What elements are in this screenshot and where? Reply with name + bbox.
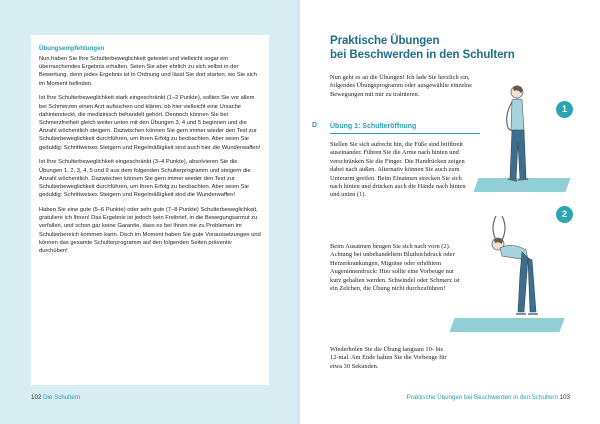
page-number: 102 <box>31 394 42 401</box>
figure-forward-bend-illustration <box>466 208 546 320</box>
section-letter: D <box>312 122 318 129</box>
page-number: 103 <box>559 394 570 401</box>
section-rule <box>330 133 480 134</box>
title-line: Praktische Übungen <box>330 35 440 47</box>
step-badge-2: 2 <box>556 206 573 223</box>
step-badge-1: 1 <box>556 101 573 118</box>
right-page <box>300 0 600 424</box>
figure-standing-illustration <box>490 82 540 190</box>
page-title <box>330 34 540 62</box>
step3-text: Wiederholen Sie die Übung langsam 10- bis 12-mal. Am Ende halten Sie die Vorbeuge für etwa 30 Sekunden. <box>330 346 447 370</box>
left-footer <box>31 394 80 401</box>
box-paragraph: Ist Ihre Schulterbeweglichkeit stark eingeschränkt (1–2 Punkte), sollten Sie vor allem bei Schmerzen einen Arzt aufsuchen und klären, ob hier vielleicht eine Ursache dahintersteckt, die medizinisch behandelt gehört. Dennoch können Sie bei Schmerzfreiheit gleich weiter unten mit den Übungen 3, 4 und 5 beginnen und die Anzahl wöchentlich steigern. Dazwischen können Sie gern immer wieder den Test zur Schulterbeweglichkeit durchführen, um Ihren Erfolg zu beobachten. Aber seien Sie geduldig: Schrittweises Steigern und Regelmäßigkeit sind auch hier die Wunderwaffen! <box>39 95 261 151</box>
step2-text: Beim Ausatmen beugen Sie sich nach vorn (2). Achtung bei unbehandeltem Bluthochdruck oder Herzerkrankungen, Migräne oder erhöhtem Augeninnendruck: Hier sollte eine Vorbeuge nur kurz gehalten werden. Schwindel oder Schmerz ist ein Zeichen, die Übung nicht durchzuführen! <box>330 243 460 293</box>
exercise-mat-2 <box>449 318 564 332</box>
box-paragraph: Nun haben Sie Ihre Schulterbeweglichkeit getestet und vielleicht sogar ein überraschendes Ergebnis erhalten. Seien Sie aber ehrlich zu sich selbst in der Bewertung, denn jedes Ergebnis ist in Ordnung und lässt Sie dort starten, wo Sie sich im Moment befinden. <box>39 56 257 87</box>
recommendations-box <box>31 35 269 385</box>
title-line: bei Beschwerden in den Schultern <box>330 49 515 61</box>
right-footer <box>407 394 570 401</box>
exercise-title: Übung 1: Schulteröffnung <box>330 123 417 130</box>
running-head: Praktische Übungen bei Beschwerden in den Schultern <box>406 394 558 401</box>
running-head: Die Schultern <box>43 394 81 401</box>
intro-text: Nun geht es an die Übungen! Ich lade Sie herzlich ein, folgendes Übungsprogramm oder ausgewählte einzelne Bewegungen mit mir zu trainieren. <box>330 74 472 98</box>
box-paragraph: Haben Sie eine gute (5–6 Punkte) oder sehr gute (7–8 Punkte) Schulterbeweglichkeit, gratuliere ich Ihnen! Das Ergebnis ist jedoch kein Freibrief, in die Bewegungsarmut zu verfallen, und schon gar keine Garantie, dass es bei Ihnen nie zu Problemen im Schulterbereich kommen kann. Doch im Moment haben Sie gute Voraussetzungen und können das gesamte Schulterprogramm auf den folgenden Seiten präventiv durchüben! <box>39 207 261 255</box>
step1-text: Stellen Sie sich aufrecht hin, die Füße sind hüftbreit auseinander. Führen Sie die Arme nach hinten und verschränken Sie die Finger. Die Handrücken zeigen dabei nach außen. Alternativ können Sie auch zum Unterarm greifen. Beim Einatmen strecken Sie sich nach hinten und drücken auch die Hände nach hinten und unten (1). <box>330 141 466 199</box>
box-paragraph: Ist Ihre Schulterbeweglichkeit eingeschränkt (3–4 Punkte), absolvieren Sie die Übungen 1, 2, 3, 4, 5 und 9 aus dem folgenden Schulterprogramm und steigern die Anzahl wöchentlich. Dazwischen können Sie gern immer wieder den Test zur Schulterbeweglichkeit durchführen, um Ihren Erfolg zu beobachten. Aber seien Sie geduldig: Schrittweises Steigern und Regelmäßigkeit sind die Wunderwaffen! <box>39 159 251 199</box>
box-title: Übungsempfehlungen <box>39 45 105 52</box>
